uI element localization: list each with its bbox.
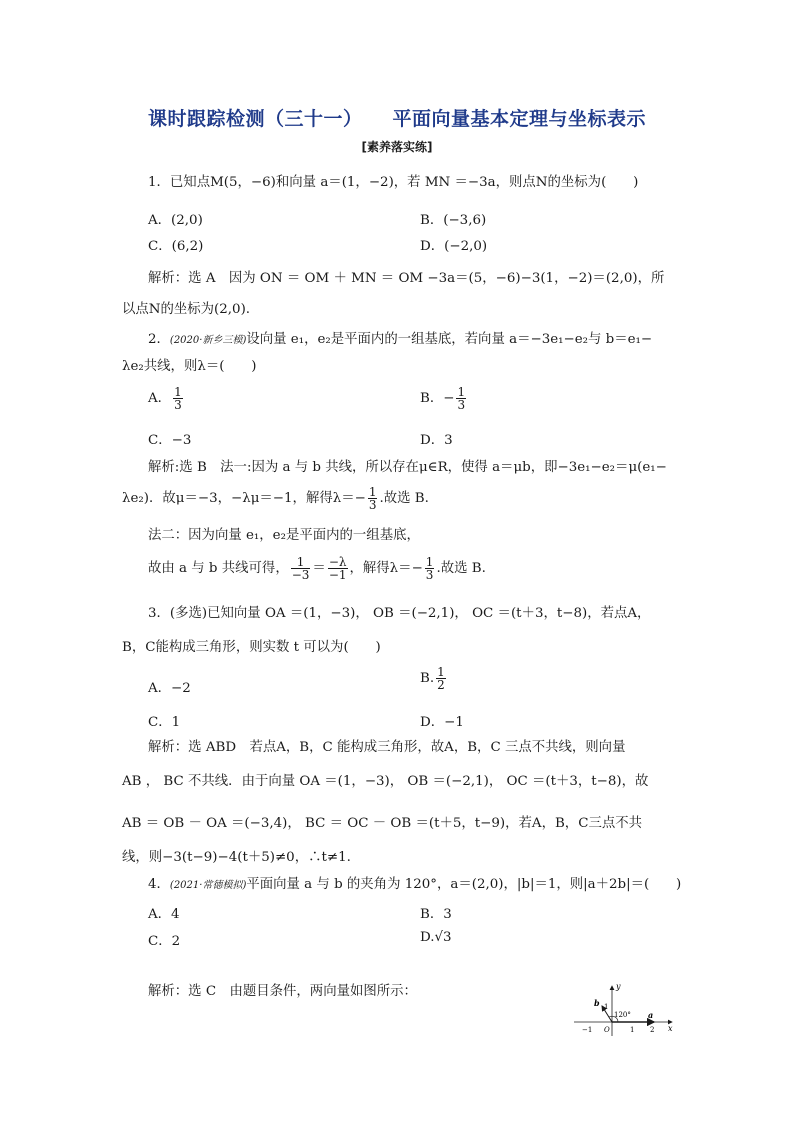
- q2-sol2-tail: .故选 B.: [379, 491, 429, 506]
- q1-solution-line2: 以点N的坐标为(2,0).: [122, 302, 251, 317]
- frac-num: −λ: [328, 555, 347, 569]
- title-left: 课时跟踪检测（三十一）: [147, 108, 363, 130]
- title-right: 平面向量基本定理与坐标表示: [392, 108, 647, 130]
- q2-option-c: C．−3: [148, 433, 192, 448]
- y-axis-label: y: [616, 982, 621, 991]
- q3-option-b-label: B.: [420, 671, 435, 686]
- fraction: [328, 556, 348, 581]
- q2-sol2-fraction: [368, 486, 378, 511]
- q3-option-d: D．−1: [420, 715, 464, 730]
- frac-den: 3: [425, 568, 434, 582]
- origin-label: O: [604, 1026, 610, 1034]
- q2-stem-line2: λe₂共线，则λ＝( ): [122, 359, 257, 374]
- q2-solution-line2: [122, 486, 429, 511]
- q2-sol4-tail: .故选 B.: [436, 561, 486, 576]
- tick-y1: 1: [604, 1003, 609, 1011]
- q2-option-a-label: A．: [148, 391, 172, 406]
- q3-option-b-fraction: [436, 666, 446, 691]
- q2-option-d: D．3: [420, 433, 453, 448]
- q2-option-b: [420, 386, 468, 411]
- q4-text: 平面向量 a 与 b 的夹角为 120°，a＝(2,0)，|b|＝1，则|a＋2b|＝( ): [246, 877, 682, 892]
- q2-sol2-text: λe₂)．故μ＝−3，−λμ＝−1，解得λ＝−: [122, 491, 366, 506]
- q4-option-d: D.√3: [420, 930, 452, 945]
- q3-option-b: [420, 666, 448, 691]
- q3-solution-line2: AB ， BC 不共线．由于向量 OA ＝(1，−3)， OB ＝(−2,1)， OC ＝(t＋3，t−8)，故: [122, 774, 649, 789]
- section-subtitle: [素养落实练]: [361, 140, 433, 154]
- q3-stem-line2: B，C能构成三角形，则实数 t 可以为( ): [122, 640, 381, 655]
- q1-option-c: C．(6,2): [148, 239, 204, 254]
- frac-den: 3: [368, 498, 377, 512]
- q2-solution-line3: 法二：因为向量 e₁，e₂是平面内的一组基底，: [148, 528, 420, 543]
- q2-sol4-mid: ，解得λ＝−: [349, 561, 423, 576]
- frac-den: −3: [291, 568, 310, 582]
- tick-neg1: −1: [582, 1026, 593, 1034]
- angle-label: 120°: [614, 1011, 631, 1019]
- q2-sol4-text: 故由 a 与 b 共线可得，: [148, 561, 289, 576]
- q2-number: 2．: [148, 332, 170, 347]
- q3-stem-line1: 3．(多选)已知向量 OA ＝(1，−3)， OB ＝(−2,1)， OC ＝(t＋3，t−8)，若点A，: [148, 606, 651, 621]
- q4-number: 4．: [148, 877, 170, 892]
- q4-option-b: B．3: [420, 907, 452, 922]
- q4-solution: 解析：选 C 由题目条件，两向量如图所示：: [148, 984, 417, 999]
- q2-option-a: [148, 386, 185, 411]
- q2-text1: 设向量 e₁，e₂是平面内的一组基底，若向量 a＝−3e₁−e₂与 b＝e₁−: [246, 332, 653, 347]
- frac-den: 2: [437, 678, 445, 692]
- fraction: [425, 556, 435, 581]
- q2-option-a-fraction: [173, 386, 183, 411]
- q4-source: (2021·常德模拟): [169, 880, 247, 891]
- frac-num: 1: [457, 385, 466, 399]
- frac-num: 1: [425, 555, 434, 569]
- b-label: b: [594, 998, 600, 1008]
- q2-solution-line1: 解析:选 B 法一:因为 a 与 b 共线，所以存在μ∈R，使得 a＝μb，即−3e₁−e₂＝μ(e₁−: [148, 460, 667, 475]
- q2-option-b-label: B．−: [420, 391, 455, 406]
- tick-2: 2: [650, 1026, 655, 1034]
- x-axis-label: x: [668, 1024, 673, 1033]
- frac-den: 3: [457, 398, 466, 412]
- q4-option-c: C．2: [148, 934, 181, 949]
- q1-solution-line1: 解析：选 A 因为 ON ＝ OM ＋ MN ＝ OM −3a＝(5，−6)−3(1，−2)＝(2,0)，所: [148, 271, 665, 286]
- frac-num: 1: [174, 385, 182, 399]
- q4-option-a: A．4: [148, 907, 180, 922]
- q2-source: (2020·新乡三模): [169, 335, 247, 346]
- q3-option-c: C．1: [148, 715, 181, 730]
- frac-num: 1: [368, 485, 377, 499]
- frac-den: 3: [174, 398, 182, 412]
- q2-stem-line1: [148, 331, 652, 350]
- q1-stem: 1．已知点M(5，−6)和向量 a＝(1，−2)，若 MN ＝−3a，则点N的坐标为( ): [148, 175, 639, 190]
- q3-solution-line3: AB ＝ OB － OA ＝(−3,4)， BC ＝ OC － OB ＝(t＋5，t−9)，若A，B，C三点不共: [122, 816, 643, 831]
- q3-solution-line1: 解析：选 ABD 若点A，B，C 能构成三角形，故A，B，C 三点不共线，则向量: [148, 740, 626, 755]
- q2-option-b-fraction: [456, 386, 466, 411]
- page-title: [0, 104, 794, 131]
- equals: ＝: [312, 561, 326, 576]
- q1-option-a: A．(2,0): [148, 213, 203, 228]
- q1-option-d: D．(−2,0): [420, 239, 488, 254]
- frac-num: 1: [437, 665, 445, 679]
- a-label: a: [648, 1010, 654, 1020]
- tick-1: 1: [630, 1026, 635, 1034]
- q3-option-a: A．−2: [148, 681, 191, 696]
- vector-figure: [570, 982, 678, 1040]
- q3-solution-line4: 线，则−3(t−9)−4(t＋5)≠0，∴t≠1.: [122, 850, 351, 865]
- q2-solution-line4: [148, 556, 486, 581]
- fraction: [291, 556, 311, 581]
- frac-den: −1: [328, 568, 347, 582]
- q1-option-b: B．(−3,6): [420, 213, 487, 228]
- q4-stem: [148, 876, 681, 895]
- frac-num: 1: [291, 556, 311, 569]
